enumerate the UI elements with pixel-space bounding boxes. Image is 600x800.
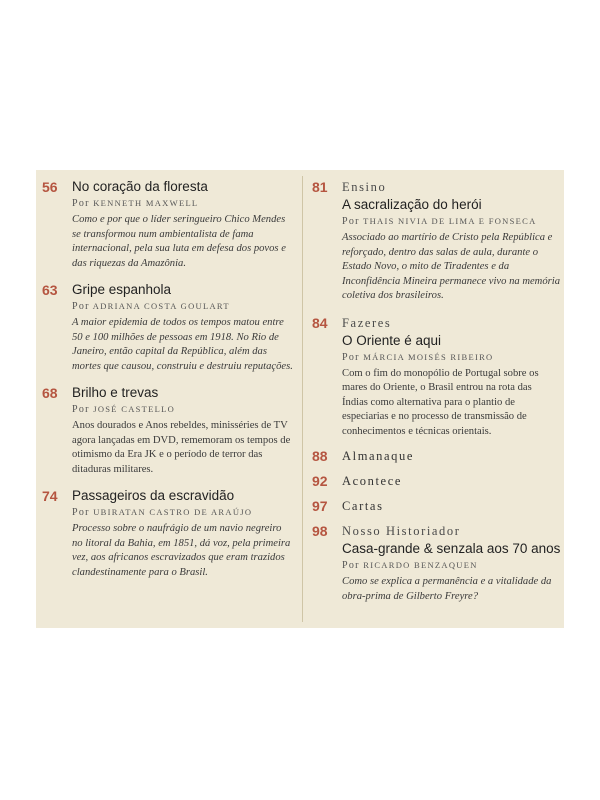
article-title: Casa-grande & senzala aos 70 anos [342, 541, 561, 556]
author-name: UBIRATAN CASTRO DE ARAÚJO [93, 507, 253, 517]
article-title: Passageiros da escravidão [72, 488, 235, 503]
byline-prefix: Por [342, 216, 360, 227]
byline-prefix: Por [72, 198, 90, 209]
toc-entry-cartas[interactable] [312, 497, 560, 515]
toc-entry[interactable] [42, 487, 294, 580]
article-description: Com o fim do monopólio de Portugal sobre os mares do Oriente, o Brasil entrou na rota das Índias como alternativa para o plantio de especiarias e no processo de transmissão de conhecimentos e técnicas orientais. [342, 367, 539, 437]
page-number: 74 [42, 488, 58, 504]
column-divider [302, 176, 303, 622]
byline-prefix: Por [342, 560, 360, 571]
table-of-contents-page [36, 170, 564, 628]
byline-prefix: Por [72, 301, 90, 312]
section-name: Almanaque [342, 449, 415, 463]
byline-prefix: Por [72, 404, 90, 415]
author-name: MÁRCIA MOISÉS RIBEIRO [363, 351, 494, 362]
byline [72, 299, 294, 314]
byline [342, 350, 560, 365]
byline [72, 196, 294, 211]
article-description: Associado ao martírio de Cristo pela República e reforçado, dentro das salas de aula, durante o Estado Novo, o mito de Tiradentes e da Inconfidência Mineira permanece vivo na memória coletiva dos brasileiros. [342, 232, 560, 301]
page-number: 81 [312, 179, 328, 195]
toc-entry-fazeres[interactable] [312, 314, 560, 440]
article-title: A sacralização do herói [342, 197, 482, 212]
byline-prefix: Por [342, 351, 360, 363]
author-name: JOSÉ CASTELLO [93, 404, 176, 414]
section-name: Nosso Historiador [342, 524, 461, 538]
article-description: Como se explica a permanência e a vitalidade da obra-prima de Gilberto Freyre? [342, 576, 552, 602]
right-column [312, 178, 560, 604]
page-number: 92 [312, 473, 328, 489]
byline [342, 558, 560, 573]
toc-entry-ensino[interactable] [312, 178, 560, 304]
toc-entry[interactable] [42, 281, 294, 374]
toc-entry[interactable] [42, 384, 294, 477]
article-title: Brilho e trevas [72, 385, 159, 400]
section-name: Fazeres [342, 315, 392, 330]
toc-entry-acontece[interactable] [312, 472, 560, 490]
byline [72, 402, 294, 417]
article-title: Gripe espanhola [72, 282, 172, 297]
article-description: Processo sobre o naufrágio de um navio negreiro no litoral da Bahia, em 1851, dá voz, pela primeira vez, aos africanos escravizados que eram trazidos clandestinamente para o Brasil. [72, 523, 291, 578]
section-name: Ensino [342, 180, 387, 194]
section-name: Cartas [342, 499, 384, 513]
page-number: 97 [312, 498, 328, 514]
author-name: RICARDO BENZAQUEN [363, 560, 478, 570]
author-name: THAIS NIVIA DE LIMA E FONSECA [363, 216, 537, 226]
page-number: 68 [42, 385, 58, 401]
byline-prefix: Por [72, 507, 90, 518]
article-title: O Oriente é aqui [342, 332, 442, 348]
byline [72, 505, 294, 520]
author-name: ADRIANA COSTA GOULART [92, 301, 230, 311]
byline [342, 214, 560, 229]
toc-entry-nosso-historiador[interactable] [312, 522, 560, 604]
page-number: 56 [42, 179, 58, 195]
toc-entry-almanaque[interactable] [312, 447, 560, 465]
toc-entry[interactable] [42, 178, 294, 271]
page-number: 84 [312, 314, 328, 331]
page-number: 63 [42, 282, 58, 298]
article-title: No coração da floresta [72, 179, 208, 194]
section-name: Acontece [342, 474, 402, 488]
page-number: 88 [312, 448, 328, 464]
article-description: Como e por que o líder seringueiro Chico Mendes se transformou num ambientalista de fama internacional, pela sua luta em defesa dos povos e das riquezas da Amazônia. [72, 214, 286, 269]
page-number: 98 [312, 523, 328, 539]
author-name: KENNETH MAXWELL [93, 198, 199, 208]
article-description: A maior epidemia de todos os tempos matou entre 50 e 100 milhões de pessoas em 1918. No Rio de Janeiro, então capital da República, além das mortes que causou, construiu e destruiu reputações. [72, 317, 293, 372]
article-description: Anos dourados e Anos rebeldes, minisséries de TV agora lançadas em DVD, rememoram os tempos de otimismo da Era JK e o período de terror das ditaduras militares. [72, 420, 291, 475]
left-column [42, 178, 294, 580]
